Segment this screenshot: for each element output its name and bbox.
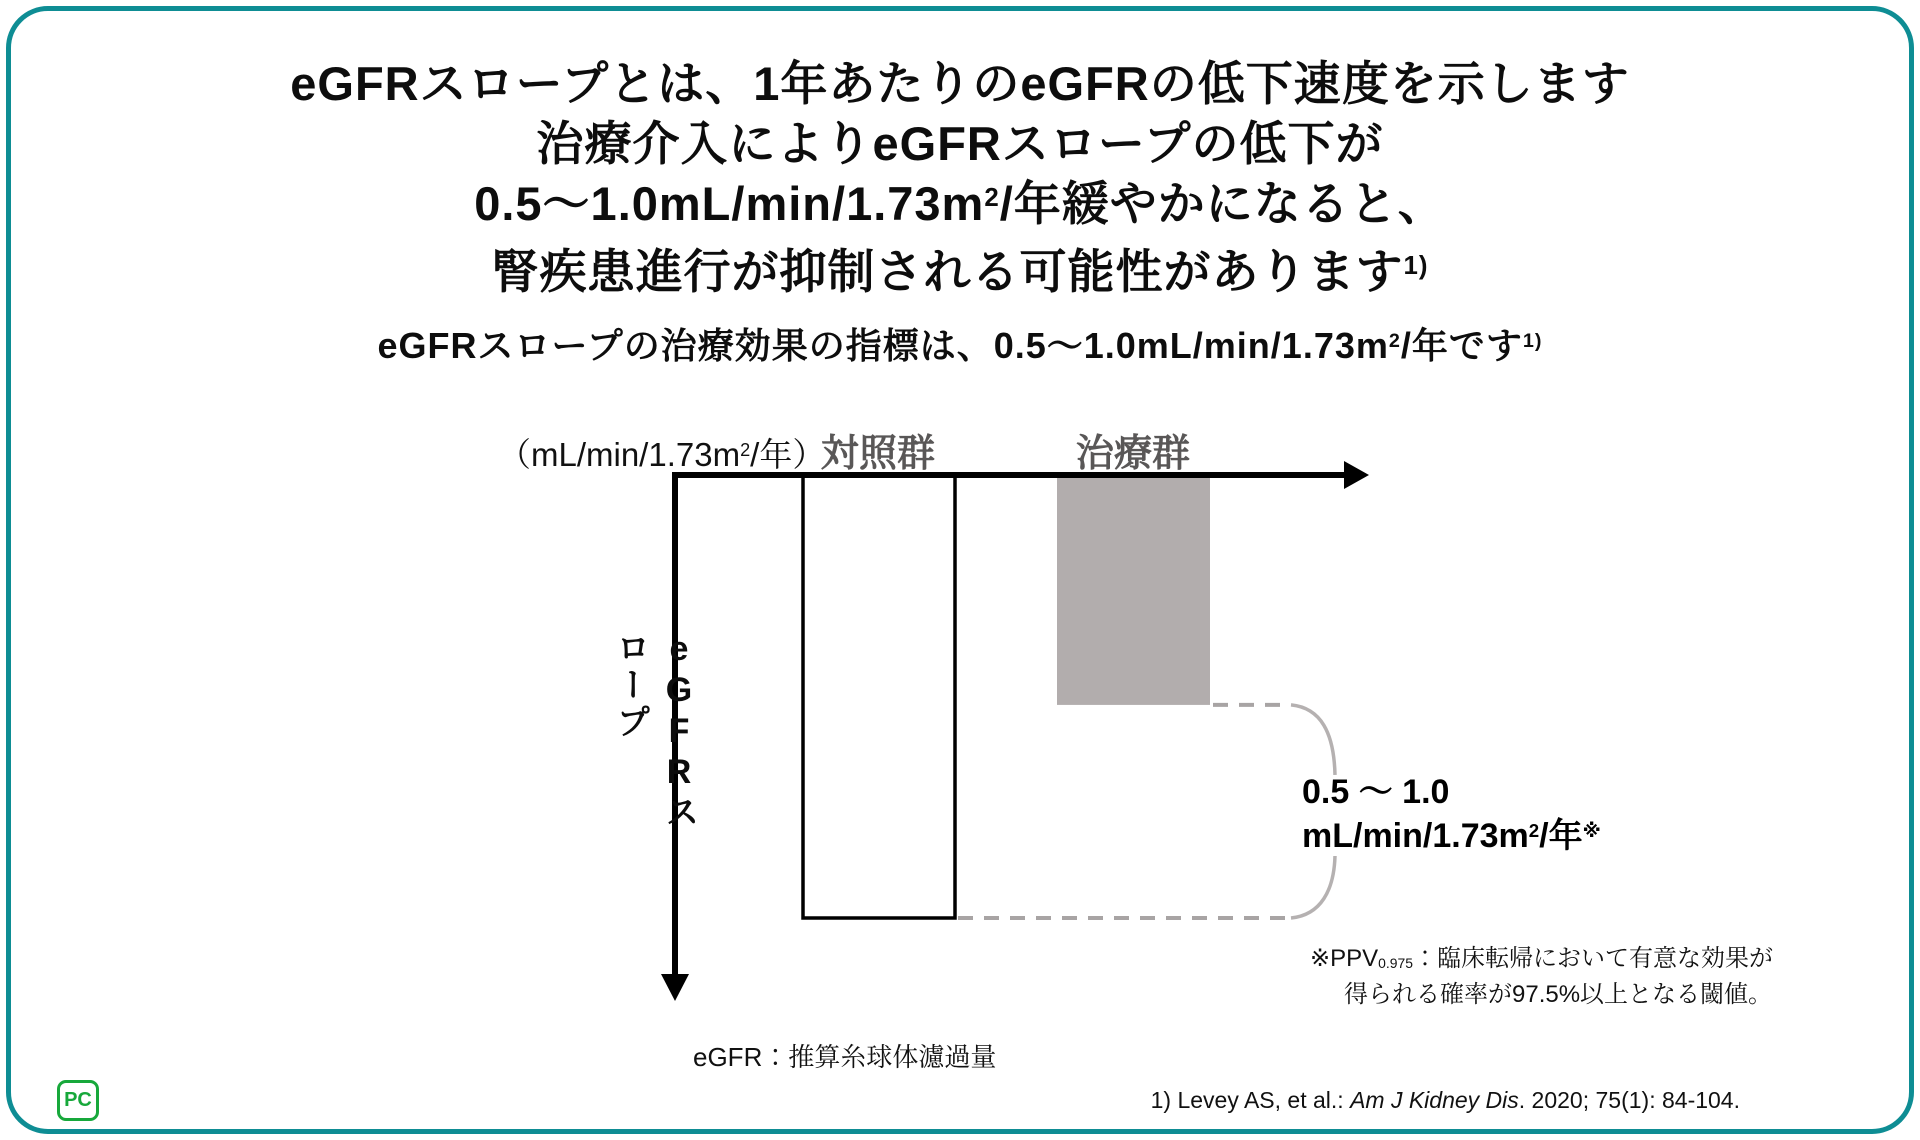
treatment-bar (1057, 475, 1210, 705)
brace-curve-bottom (1291, 856, 1335, 918)
reference-superscript: 1) (1522, 330, 1543, 353)
annotation-line-2: $mL/\min/1.73m^2/$年※ (1302, 817, 1601, 855)
footnote-ppv-line-2: 得られる確率が97.5%以上となる閾値。 (1344, 981, 1773, 1008)
pc-logo: PC (57, 1080, 99, 1121)
subscript-0975: 0.975 (1378, 954, 1413, 971)
title-line-3: $0.5\sim 1.0mL/\min/1.73m^2/$年緩やかになると、 (474, 177, 1446, 230)
x-axis-arrow-icon (1344, 461, 1369, 489)
title-line-4: 腎疾患進行が抑制される可能性があります$^{1)}$ (491, 245, 1429, 298)
journal-name: Am J Kidney Dis (1350, 1087, 1519, 1113)
axis-unit-label: （$mL/\min/1.73m^2/$年） (498, 436, 826, 473)
annotation-line-1: 0.5 ～ 1.0 (1302, 773, 1450, 811)
reference-citation: 1) Levey AS, et al.: Am J Kidney Dis. 2020; 75(1): 84-104. (1150, 1087, 1740, 1113)
superscript-2: 2 (1528, 819, 1540, 841)
superscript-2: 2 (1388, 330, 1401, 353)
title-line-2: 治療介入によりeGFRスロープの低下が (536, 117, 1384, 170)
superscript-2: 2 (984, 183, 1000, 212)
slope-difference-annotation (1302, 770, 1601, 863)
reference-superscript: 1) (1403, 251, 1429, 280)
footnote-ppv (1310, 942, 1773, 1012)
y-axis-label: eGFRスロープ (611, 630, 698, 831)
column-label-control-group: 対照群 (820, 433, 935, 475)
footnote-egfr-definition: eGFR：推算糸球体濾過量 (693, 1042, 997, 1072)
control-bar (803, 475, 955, 918)
title-line-1: eGFRスロープとは、1年あたりのeGFRの低下速度を示します (290, 57, 1630, 110)
y-axis-arrow-icon (661, 974, 689, 1001)
footnote-ppv-line-1: ※PPV0.975：臨床転帰において有意な効果が (1310, 945, 1773, 972)
brace-curve-top (1291, 705, 1335, 775)
subtitle: eGFRスロープの治療効果の指標は、$0.5\sim 1.0mL/\min/1.73m^2/$年です$^{1)}$ (377, 325, 1543, 366)
superscript-2: 2 (740, 440, 751, 461)
column-label-treatment-group: 治療群 (1075, 433, 1190, 475)
asterisk-mark: ※ (1582, 819, 1601, 841)
